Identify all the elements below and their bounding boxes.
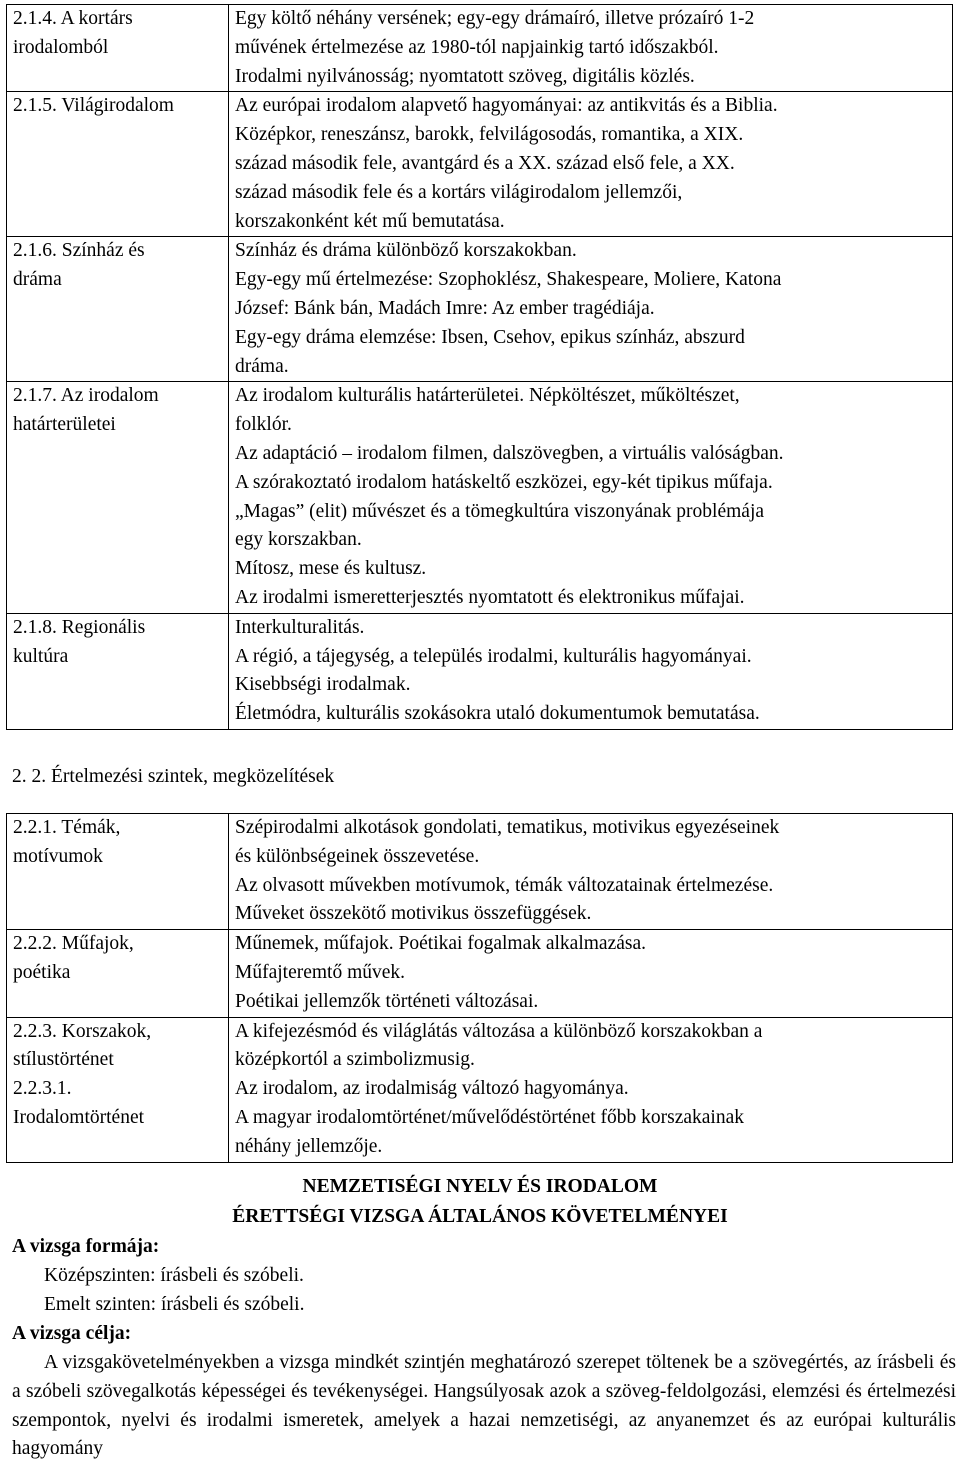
row-label-line: határterületei — [13, 414, 116, 436]
row-content-cell — [229, 930, 953, 1017]
row-label-line: 2.1.7. Az irodalom — [13, 385, 159, 407]
row-content-line: Interkulturalitás. — [235, 616, 365, 638]
row-content-line: Életmódra, kulturális szokásokra utaló dokumentumok bemutatása. — [235, 703, 760, 725]
table-row — [7, 382, 953, 613]
row-label-line: poétika — [13, 961, 71, 983]
row-label-line: 2.1.6. Színház és — [13, 240, 145, 262]
row-label-line: 2.1.8. Regionális — [13, 616, 146, 638]
row-label-line: 2.2.1. Témák, — [13, 817, 121, 838]
row-label-cell — [7, 814, 229, 930]
row-label-line: kultúra — [13, 645, 69, 667]
table-row — [7, 1017, 953, 1162]
row-content-line: Az olvasott művekben motívumok, témák változatainak értelmezése. — [235, 874, 774, 896]
exam-purpose-heading: A vizsga célja: — [12, 1323, 132, 1344]
row-content-line: „Magas” (elit) művészet és a tömegkultúra viszonyának problémája — [235, 500, 765, 522]
row-content-line: Az európai irodalom alapvető hagyományai: az antikvitás és a Biblia. — [235, 95, 778, 117]
row-content-line: Műfajteremtő művek. — [235, 961, 406, 983]
row-label-cell — [7, 237, 229, 382]
row-label-cell — [7, 5, 229, 92]
row-label-line: motívumok — [13, 845, 103, 867]
row-content-cell — [229, 382, 953, 613]
row-content-line: Poétikai jellemzők történeti változásai. — [235, 990, 539, 1012]
row-label-line: stílustörténet — [13, 1049, 114, 1071]
row-content-line: A kifejezésmód és világlátás változása a különböző korszakokban a — [235, 1020, 763, 1042]
exam-purpose-paragraph: A vizsgakövetelményekben a vizsga mindkét szintjén meghatározó szerepet töltenek be a szövegértés, az írásbeli és a szóbeli szövegalkotás képességei és tevékenységei. Hangsúlyosak azok a szöveg-feldolgozási, elemzési és értelmezési szempontok, nyelvi és irodalmi ismeretek, amelyek a hazai nemzetiségi, az anyanemzet és az európai kulturális hagyomány — [12, 1352, 956, 1460]
row-content-line: A régió, a tájegység, a település irodalmi, kulturális hagyományai. — [235, 645, 752, 667]
row-content-line: Mítosz, mese és kultusz. — [235, 558, 427, 580]
row-content-line: Egy-egy dráma elemzése: Ibsen, Csehov, epikus színház, abszurd — [235, 326, 745, 348]
row-content-line: század második fele és a kortárs világirodalom jellemzői, — [235, 181, 683, 203]
row-content-cell — [229, 613, 953, 729]
row-label-line: dráma — [13, 269, 62, 291]
row-content-line: Az adaptáció – irodalom filmen, dalszövegben, a virtuális valóságban. — [235, 442, 784, 464]
exam-form-item: Emelt szinten: írásbeli és szóbeli. — [44, 1294, 305, 1315]
curriculum-table-literature — [6, 4, 953, 730]
row-label-cell — [7, 92, 229, 237]
row-content-line: Középkor, reneszánsz, barokk, felvilágosodás, romantika, a XIX. — [235, 124, 744, 146]
row-content-line: középkortól a szimbolizmusig. — [235, 1049, 475, 1071]
row-label-line: 2.2.3.1. — [13, 1078, 72, 1100]
curriculum-table-interpretation — [6, 813, 953, 1163]
row-content-line: Egy költő néhány versének; egy-egy drámaíró, illetve prózaíró 1-2 — [235, 8, 755, 29]
table-row — [7, 92, 953, 237]
row-label-line: Irodalomtörténet — [13, 1106, 145, 1128]
row-content-line: néhány jellemzője. — [235, 1135, 383, 1157]
row-content-line: dráma. — [235, 355, 289, 377]
row-content-line: korszakonként két mű bemutatása. — [235, 210, 505, 232]
table-row — [7, 5, 953, 92]
row-content-line: Színház és dráma különböző korszakokban. — [235, 240, 577, 262]
row-content-line: egy korszakban. — [235, 529, 362, 551]
table-row — [7, 237, 953, 382]
row-label-line: 2.2.2. Műfajok, — [13, 933, 134, 955]
row-content-cell — [229, 92, 953, 237]
table-row — [7, 814, 953, 930]
table-row — [7, 613, 953, 729]
table-row — [7, 930, 953, 1017]
exam-form-item: Középszinten: írásbeli és szóbeli. — [44, 1265, 304, 1286]
row-label-line: 2.1.5. Világirodalom — [13, 95, 174, 117]
row-content-line: József: Bánk bán, Madách Imre: Az ember tragédiája. — [235, 297, 655, 319]
row-content-line: Irodalmi nyilvánosság; nyomtatott szöveg, digitális közlés. — [235, 65, 695, 87]
document-title-line-1: NEMZETISÉGI NYELV ÉS IRODALOM — [302, 1176, 658, 1197]
row-content-cell — [229, 237, 953, 382]
row-content-line: Kisebbségi irodalmak. — [235, 674, 411, 696]
row-content-line: Az irodalom, az irodalmiság változó hagyománya. — [235, 1078, 629, 1100]
row-label-line: 2.2.3. Korszakok, — [13, 1020, 152, 1042]
row-content-line: Egy-egy mű értelmezése: Szophoklész, Shakespeare, Moliere, Katona — [235, 269, 782, 291]
exam-form-heading: A vizsga formája: — [12, 1236, 160, 1257]
document-title-line-2: ÉRETTSÉGI VIZSGA ÁLTALÁNOS KÖVETELMÉNYEI — [232, 1206, 728, 1227]
row-content-line: század második fele, avantgárd és a XX. század első fele, a XX. — [235, 152, 735, 174]
row-content-cell — [229, 5, 953, 92]
row-content-line: Az irodalom kulturális határterületei. Népköltészet, műköltészet, — [235, 385, 740, 407]
row-content-line: Szépirodalmi alkotások gondolati, tematikus, motivikus egyezéseinek — [235, 817, 780, 838]
row-content-cell — [229, 1017, 953, 1162]
row-content-line: Műnemek, műfajok. Poétikai fogalmak alkalmazása. — [235, 933, 646, 955]
row-content-line: és különbségeinek összevetése. — [235, 845, 480, 867]
row-content-line: Az irodalmi ismeretterjesztés nyomtatott és elektronikus műfajai. — [235, 586, 745, 608]
row-content-line: Műveket összekötő motivikus összefüggések. — [235, 903, 592, 925]
row-content-line: folklór. — [235, 414, 292, 436]
row-content-line: A magyar irodalomtörténet/művelődéstörténet főbb korszakainak — [235, 1106, 745, 1128]
row-content-cell — [229, 814, 953, 930]
row-label-line: irodalomból — [13, 36, 109, 58]
row-label-cell — [7, 613, 229, 729]
row-label-cell — [7, 930, 229, 1017]
row-content-line: A szórakoztató irodalom hatáskeltő eszközei, egy-két tipikus műfaja. — [235, 471, 773, 493]
row-label-cell — [7, 1017, 229, 1162]
row-content-line: művének értelmezése az 1980-tól napjainkig tartó időszakból. — [235, 36, 719, 58]
section-heading: 2. 2. Értelmezési szintek, megközelítések — [12, 766, 335, 787]
row-label-line: 2.1.4. A kortárs — [13, 8, 133, 29]
row-label-cell — [7, 382, 229, 613]
